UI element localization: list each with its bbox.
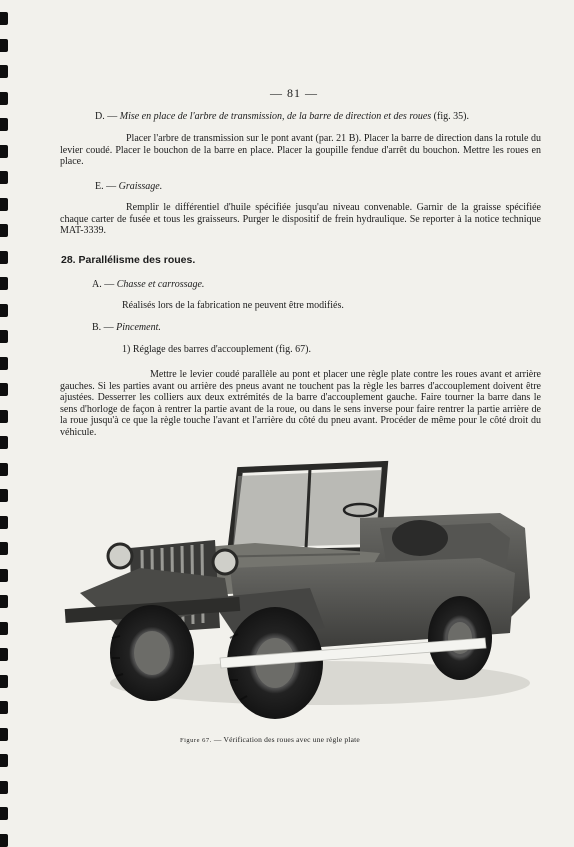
page-number: — 81 — xyxy=(270,86,318,100)
section-e-body: Remplir le différentiel d'huile spécifiée jusqu'au niveau convenable. Garnir de la graisse spécifiée chaque carter de fusée et tous les graisseurs. Purger le dispositif de frein hydraulique. Se reporter à la notice technique MAT-3339. xyxy=(60,202,541,236)
subsection-a-title: A. — Chasse et carrossage. xyxy=(92,279,205,290)
jeep-photo xyxy=(60,458,540,730)
figure-caption: Figure 67. — Vérification des roues avec une règle plate xyxy=(180,735,360,744)
subsection-b-step: 1) Réglage des barres d'accouplement (fig. 67). xyxy=(122,344,311,355)
section-d-title: D. — Mise en place de l'arbre de transmission, de la barre de direction et des roues (fig. 35). xyxy=(95,111,469,122)
subsection-b-body: Mettre le levier coudé parallèle au pont et placer une règle plate contre les roues avant et arrière gauches. Si les parties avant ou arrière des pneus avant ne touchent pas la règle les barres d'accouplement doivent être ajustées. Desserrer les colliers aux deux extrémités de la barre d'accouplement gauche. Faire tourner la barre dans le sens d'horloge de façon à rentrer la partie avant de la roue, ou dans le sens inverse pour faire rentrer la partie arrière de la roue jusqu'à ce que la règle touche l'avant et l'arrière du côté du pneu avant. Procéder de même pour le côté droit du véhicule. xyxy=(60,369,541,438)
section-28-heading: 28. Parallélisme des roues. xyxy=(61,254,196,266)
section-e-title: E. — Graissage. xyxy=(95,181,163,192)
subsection-b-title: B. — Pincement. xyxy=(92,322,161,333)
section-d-body: Placer l'arbre de transmission sur le pont avant (par. 21 B). Placer la barre de direction dans la rotule du levier coudé. Placer le bouchon de la barre en place. Placer la goupille fendue d'arrêt du bouchon. Mettre les roues en place. xyxy=(60,133,541,167)
subsection-a-body: Réalisés lors de la fabrication ne peuvent être modifiés. xyxy=(122,300,344,311)
